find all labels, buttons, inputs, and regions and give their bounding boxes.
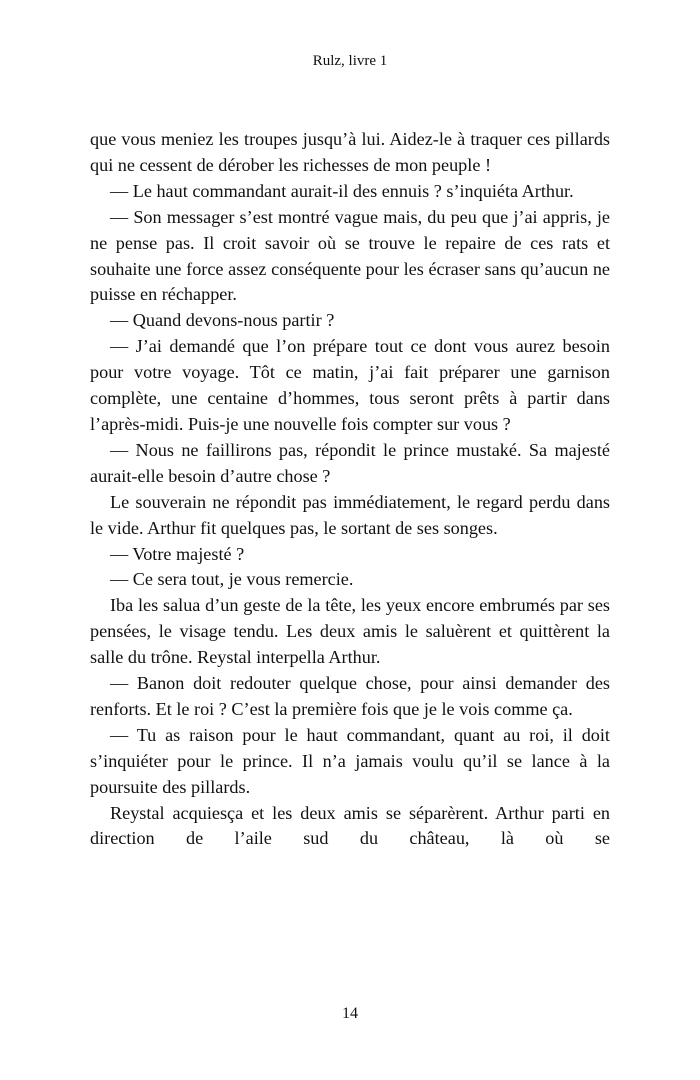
paragraph: — Le haut commandant aurait-il des ennuis ? s’inquiéta Arthur. [110,180,574,201]
paragraph: — Ce sera tout, je vous remercie. [110,569,354,590]
running-head-title: Rulz, livre 1 [312,53,388,69]
page-body-text [90,127,610,852]
paragraph: — Nous ne faillirons pas, répondit le prince mustaké. Sa majesté aurait-elle besoin d’autre chose ? [90,439,610,486]
paragraph: — Votre majesté ? [110,543,245,564]
paragraph: — Son messager s’est montré vague mais, du peu que j’ai appris, je ne pense pas. Il croit savoir où se trouve le repaire de ces rats et souhaite une force assez conséquente pour les écraser sans qu’aucun ne puisse en réchapper. [90,206,610,305]
page-number: 14 [342,1005,358,1022]
paragraph: Reystal acquiesça et les deux amis se séparèrent. Arthur parti en direction de l’aile sud du château, là où se [90,802,610,849]
paragraph: — J’ai demandé que l’on prépare tout ce dont vous aurez besoin pour votre voyage. Tôt ce matin, j’ai fait préparer une garnison complète, une centaine d’hommes, tous seront prêts à partir dans l’après-midi. Puis-je une nouvelle fois compter sur vous ? [90,336,610,434]
paragraph: — Tu as raison pour le haut commandant, quant au roi, il doit s’inquiéter pour le prince. Il n’a jamais voulu qu’il se lance à la poursuite des pillards. [90,724,610,797]
paragraph: Iba les salua d’un geste de la tête, les yeux encore embrumés par ses pensées, le visage tendu. Les deux amis le saluèrent et quittèrent la salle du trône. Reystal interpella Arthur. [90,595,610,668]
paragraph: que vous meniez les troupes jusqu’à lui. Aidez-le à traquer ces pillards qui ne cessent de dérober les richesses de mon peuple ! [90,129,610,175]
paragraph: Le souverain ne répondit pas immédiatement, le regard perdu dans le vide. Arthur fit quelques pas, le sortant de ses songes. [90,491,610,538]
paragraph: — Banon doit redouter quelque chose, pour ainsi demander des renforts. Et le roi ? C’est la première fois que je le vois comme ça. [90,673,610,719]
paragraph: — Quand devons-nous partir ? [110,310,335,331]
